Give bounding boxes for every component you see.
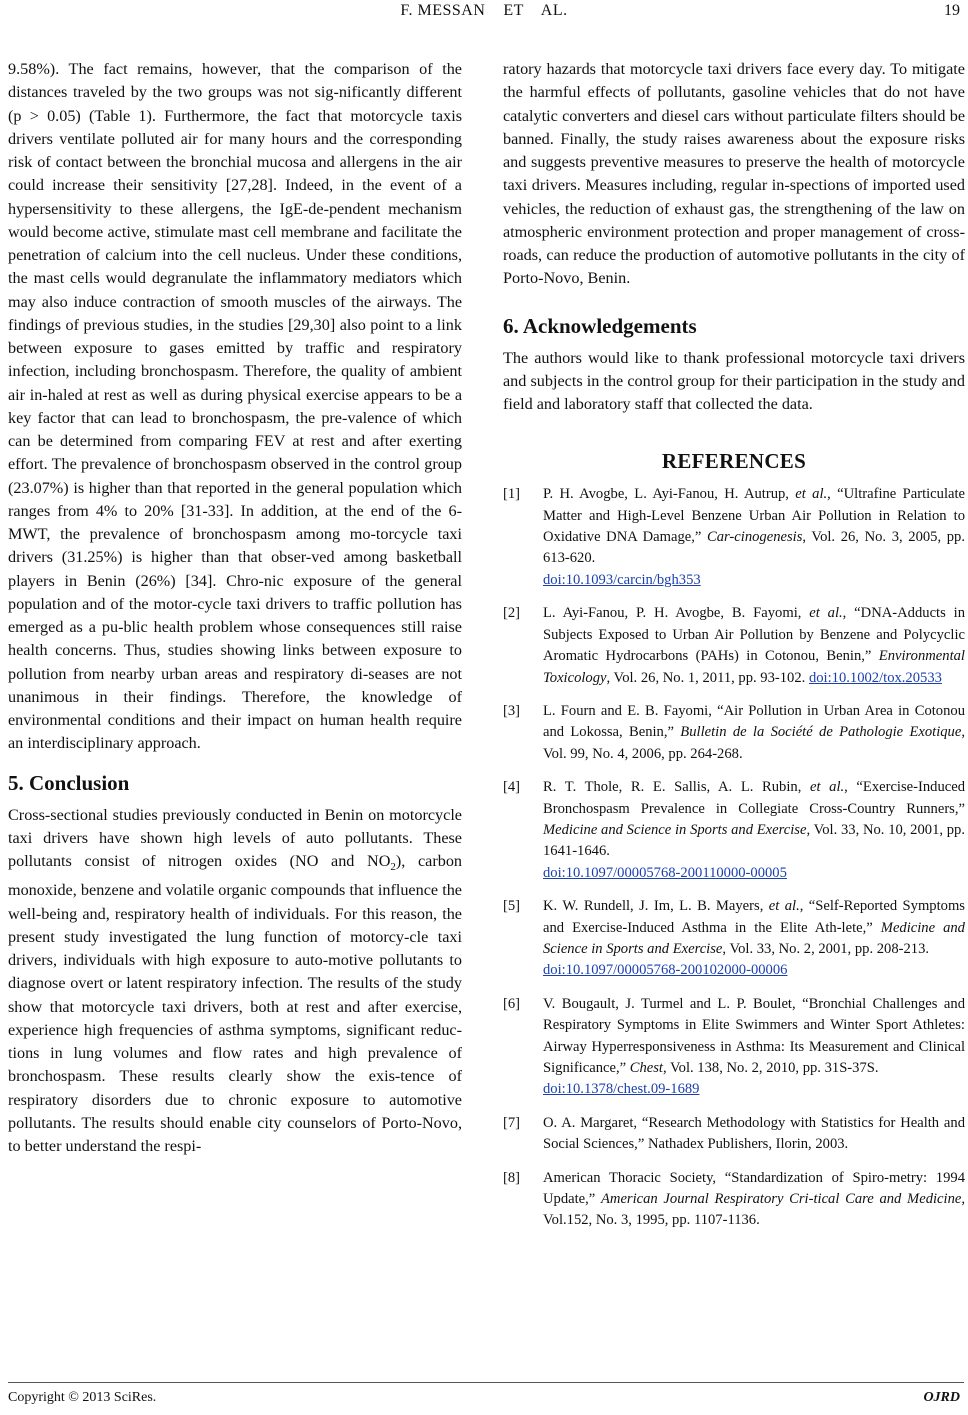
- reference-journal: Car-cinogenesis: [707, 529, 803, 546]
- reference-et-al: et al.: [768, 898, 800, 915]
- reference-authors-text: V. Bougault, J. Turmel and L. P. Boulet, “Bronchial Challenges and Respiratory Symptoms in Elite Swimmers and Winter Sport Athletes: Airway Hyperresponsiveness in Asthma: Its Measurement and Clinical Significance,”: [543, 995, 965, 1076]
- reference-authors-text: R. T. Thole, R. E. Sallis, A. L. Rubin,: [543, 779, 810, 796]
- reference-et-al: et al.: [809, 605, 843, 622]
- running-title: F. MESSAN ET AL.: [400, 2, 568, 19]
- reference-doi-link[interactable]: doi:10.1097/00005768-200102000-00006: [543, 962, 788, 979]
- reference-authors-text: O. A. Margaret, “Research Methodology with Statistics for Health and Social Sciences,” Nathadex Publishers, Ilorin, 2003.: [543, 1114, 965, 1153]
- reference-number: [8]: [503, 1169, 521, 1186]
- reference-authors-text: K. W. Rundell, J. Im, L. B. Mayers,: [543, 898, 769, 915]
- reference-volume-pages: , Vol. 33, No. 10, 2001, pp. 1641-1646.: [543, 821, 966, 860]
- conclusion-text-2: ), carbon monoxide, benzene and volatile organic compounds that influence the well-being and, respiratory health of individuals. For this reason, the present study investigated the lung function of motorcy-cle taxi drivers, individuals with high exposure to auto-motive pollutants to diagnose overt or latent respiratory infection. The results of the study show that motorcycle taxi drivers, both at rest and after exercise, experience high frequencies of asthma symptoms, significant reduc-tions in lung volumes and flow rates and high prevalence of bronchospasm. These results clearly show the exis-tence of respiratory disorders due to chronic exposure to automotive pollutants. The results should enable city counselors of Porto-Novo, to better understand the respi-: [8, 852, 463, 1156]
- acknowledgements-paragraph: The authors would like to thank professional motorcycle taxi drivers and subjects in the control group for their participation in the study and field and laboratory staff that collected the data.: [503, 348, 965, 413]
- reference-list: [503, 484, 965, 1232]
- reference-journal: Environmental Toxicology: [543, 648, 965, 686]
- reference-item: [503, 896, 965, 982]
- reference-title-text: , “Exercise-Induced Bronchospasm Prevalence in Collegiate Cross-Country Runners,”: [543, 779, 966, 817]
- reference-item: [503, 484, 965, 591]
- reference-item: [503, 1113, 965, 1156]
- reference-et-al: et al.: [795, 486, 828, 503]
- reference-authors-text: P. H. Avogbe, L. Ayi-Fanou, H. Autrup,: [543, 486, 796, 503]
- discussion-paragraph: 9.58%). The fact remains, however, that the comparison of the distances traveled by the two groups was not sig-nificantly different (p > 0.05) (Table 1). Furthermore, the fact that motorcycle taxis drivers ventilate polluted air for many hours and the corresponding risk of contact between the bronchial mucosa and allergens in the air could increase their sensitivity [27,28]. Indeed, in the event of a hypersensitivity to these allergens, the IgE-de-pendent mechanism would become active, stimulate mast cell membrane and facilitate the penetration of calcium into the cell nucleus. Under these conditions, the mast cells would degranulate the inflammatory mediators which may also induce contraction of smooth muscles of the airways. The findings of previous studies, in the studies [29,30] also point to a link between exposure to gases emitted by traffic and respiratory infection, including bronchospasm. Therefore, the quality of ambient air in-haled at rest as well as during physical exercise appears to be a key factor that can lead to bronchospasm, the pre-valence of which can be determined from comparing FEV at rest and after exerting effort. The prevalence of bronchospasm observed in the control group (23.07%) is higher than that reported in the general population which ranges from 4% to 20% [31-33]. In addition, at the end of the 6-MWT, the prevalence of bronchospasm among mo-torcycle taxi drivers (31.25%) is higher than that obser-ved among basketball players in Benin (26%) [34]. Chro-nic exposure of the general population and of the motor-cycle taxi drivers to traffic pollution has emerged as a pu-blic health problem whose consequences still raise health concerns. Thus, studies showing links between exposure to pollution from nearby urban areas and respiratory di-seases are not unanimous in their findings. Therefore, the knowledge of environmental conditions and their impact on human health require an interdisciplinary approach.: [8, 60, 462, 753]
- reference-item: [503, 603, 965, 689]
- reference-title-text: , “DNA-Adducts in Subjects Exposed to Urban Air Pollution by Benzene and Polycyclic Aromatic Hydrocarbons (PAHs) in Cotonou, Benin,”: [543, 605, 965, 665]
- reference-doi-link[interactable]: doi:10.1378/chest.09-1689: [543, 1081, 700, 1098]
- conclusion-continued-paragraph: ratory hazards that motorcycle taxi drivers face every day. To mitigate the harmful effects of pollutants, gasoline vehicles that do not have catalytic converters and diesel cars without particulate filters should be banned. Finally, the study raises awareness about the exposure risks and suggests preventive measures to preserve the health of motorcycle taxi drivers. Measures including, regular in-spections of imported used vehicles, the reduction of exhaust gas, the strengthening of the law on atmospheric environment protection and proper management of cross-roads, can reduce the production of automotive pollutants in the city of Porto-Novo, Benin.: [503, 60, 965, 288]
- reference-journal: Medicine and Science in Sports and Exercise: [543, 919, 965, 957]
- journal-abbreviation: OJRD: [923, 1390, 960, 1405]
- reference-number: [7]: [503, 1114, 521, 1131]
- reference-number: [3]: [503, 702, 521, 719]
- reference-item: [503, 701, 965, 765]
- reference-title-text: , “Self-Reported Symptoms and Exercise-Induced Asthma in the Elite Ath-lete,”: [543, 898, 965, 936]
- page-footer: [0, 1390, 968, 1412]
- reference-authors-text: L. Fourn and E. B. Fayomi, “Air Pollution in Urban Area in Cotonou and Lokossa, Benin,”: [543, 702, 965, 741]
- reference-volume-pages: , Vol. 138, No. 2, 2010, pp. 31S-37S.: [662, 1060, 879, 1076]
- copyright-notice: Copyright © 2013 SciRes.: [8, 1390, 157, 1405]
- footer-divider: [8, 1382, 964, 1383]
- reference-journal: Chest: [629, 1060, 663, 1076]
- reference-volume-pages: , Vol.152, No. 3, 1995, pp. 1107-1136.: [543, 1191, 966, 1229]
- reference-volume-pages: , Vol. 26, No. 3, 2005, pp. 613-620.: [543, 529, 965, 567]
- reference-number: [6]: [503, 995, 521, 1012]
- reference-item: [503, 994, 965, 1101]
- reference-journal: Bulletin de la Société de Pathologie Exotique: [680, 724, 962, 741]
- reference-volume-pages: , Vol. 33, No. 2, 2001, pp. 208-213.: [722, 940, 930, 957]
- references-heading: REFERENCES: [661, 449, 807, 474]
- conclusion-heading: 5. Conclusion: [8, 770, 130, 795]
- page-header: [0, 0, 968, 30]
- reference-item: [503, 1168, 965, 1232]
- reference-doi-link[interactable]: doi:10.1002/tox.20533: [808, 669, 942, 686]
- reference-journal: Medicine and Science in Sports and Exercise: [543, 821, 807, 838]
- subscript-2: 2: [390, 861, 396, 874]
- conclusion-text-1: Cross-sectional studies previously conducted in Benin on motorcycle taxi drivers have shown high levels of auto pollutants. These pollutants consist of nitrogen oxides (NO and NO: [8, 805, 462, 870]
- reference-title-text: , “Ultrafine Particulate Matter and High-Level Benzene Urban Air Pollution in Relation to Oxidative DNA Damage,”: [543, 486, 966, 546]
- reference-journal: American Journal Respiratory Cri-tical Care and Medicine: [600, 1191, 962, 1208]
- reference-authors-text: American Thoracic Society, “Standardization of Spiro-metry: 1994 Update,”: [543, 1169, 965, 1208]
- reference-et-al: et al.: [809, 779, 845, 796]
- conclusion-paragraph: [8, 804, 462, 1159]
- reference-doi-link[interactable]: doi:10.1093/carcin/bgh353: [543, 571, 701, 588]
- reference-number: [5]: [503, 898, 521, 915]
- reference-number: [2]: [503, 605, 521, 622]
- reference-number: [1]: [503, 486, 521, 503]
- right-column: [503, 58, 965, 1244]
- reference-volume-pages: , Vol. 26, No. 1, 2011, pp. 93-102.: [606, 669, 809, 686]
- reference-authors-text: L. Ayi-Fanou, P. H. Avogbe, B. Fayomi,: [543, 605, 810, 622]
- page-number: 19: [944, 2, 960, 19]
- acknowledgements-heading: 6. Acknowledgements: [503, 313, 697, 338]
- reference-doi-link[interactable]: doi:10.1097/00005768-200110000-00005: [543, 864, 787, 881]
- reference-number: [4]: [503, 779, 521, 796]
- reference-volume-pages: , Vol. 99, No. 4, 2006, pp. 264-268.: [543, 724, 965, 762]
- reference-item: [503, 777, 965, 884]
- left-column: [8, 58, 462, 1158]
